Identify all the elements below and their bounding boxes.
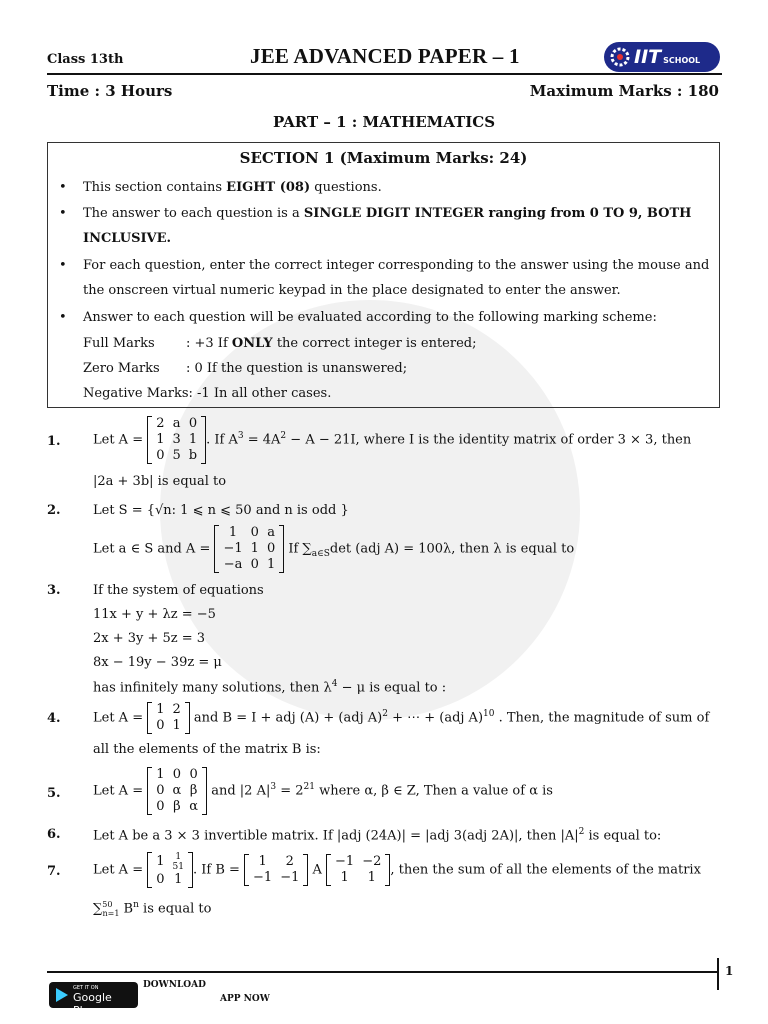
- bullet-icon: •: [59, 180, 67, 195]
- equation: 11x + y + λz = −5: [93, 607, 216, 622]
- question-number: 6.: [47, 827, 61, 842]
- question-2: Let a ∈ S and A = 1 0 a −1 1 0 −a 0 1 If $\sum_{a\in S}\det$ (adj A) = 100λ, then λ is equal to: [93, 525, 575, 572]
- question-number: 2.: [47, 503, 61, 518]
- marking-zero: Zero Marks: [83, 361, 160, 376]
- question-1: Let A = 2 a 0 1 3 1 0 5 b . If $A^3 = 4A^2 - A - 21I$, where I is the identity matrix of order 3 × 3, then: [93, 416, 692, 463]
- logo-sub: SCHOOL: [663, 55, 701, 65]
- marking-full-text: : +3 If ONLY the correct integer is entered;: [186, 336, 477, 351]
- question-number: 5.: [47, 786, 61, 801]
- matrix: 2 a 0 1 3 1 0 5 b: [147, 416, 206, 464]
- iit-school-logo: [604, 42, 720, 72]
- question-4-line2: all the elements of the matrix B is:: [93, 742, 321, 757]
- bullet-icon: •: [59, 310, 67, 325]
- equation: 8x − 19y − 39z = μ: [93, 655, 222, 670]
- section-instructions: [47, 142, 720, 408]
- question-7-line2: ∑$^{50}_{n=1}$ $B^n$ is equal to: [93, 900, 212, 918]
- question-2-line1: Let S = {√n: 1 ⩽ n ⩽ 50 and n is odd }: [93, 503, 349, 518]
- matrix: 1 1 51 0 1: [147, 852, 193, 888]
- class-label: Class 13th: [47, 52, 124, 67]
- equation: 2x + 3y + 5z = 3: [93, 631, 206, 646]
- matrix: 1 2 −1 −1: [244, 854, 308, 886]
- bullet-item: • This section contains EIGHT (08) questions.: [83, 175, 382, 200]
- question-7: Let A = 1 1 51 0 1 . If B = 1 2 −1 −1 A −1 −2 1 1 , then the sum of all the elements of the matrix: [93, 852, 701, 887]
- matrix: 1 0 0 0 α β 0 β α: [147, 767, 207, 815]
- footer-bar: [717, 958, 719, 990]
- google-play-badge[interactable]: GET IT ON Google Play: [49, 982, 138, 1008]
- question-number: 7.: [47, 864, 61, 879]
- marking-zero-text: : 0 If the question is unanswered;: [186, 361, 408, 376]
- question-3-line1: If the system of equations: [93, 583, 264, 598]
- question-6: Let A be a 3 × 3 invertible matrix. If |adj (24A)| = |adj 3(adj 2A)|, then $|A|^2$ is equal to:: [93, 827, 662, 844]
- matrix: −1 −2 1 1: [326, 854, 390, 886]
- question-number: 4.: [47, 711, 61, 726]
- marking-negative: Negative Marks: -1 In all other cases.: [83, 386, 332, 401]
- section-title: SECTION 1 (Maximum Marks: 24): [239, 149, 528, 167]
- bullet-icon: •: [59, 206, 67, 221]
- footer-divider: [47, 971, 717, 973]
- paper-title: JEE ADVANCED PAPER – 1: [250, 44, 520, 68]
- max-marks-label: Maximum Marks : 180: [529, 82, 719, 100]
- bullet-icon: •: [59, 258, 67, 273]
- marking-full: Full Marks: [83, 336, 155, 351]
- question-1-line2: |2a + 3b| is equal to: [93, 474, 227, 489]
- time-label: Time : 3 Hours: [47, 82, 173, 100]
- matrix: 1 2 0 1: [147, 702, 190, 734]
- app-now-label: APP NOW: [220, 994, 270, 1004]
- play-icon: [56, 988, 68, 1002]
- bullet-item: • The answer to each question is a SINGLE DIGIT INTEGER ranging from 0 TO 9, BOTH INCLUSIVE.: [83, 201, 691, 251]
- bullet-item: • Answer to each question will be evaluated according to the following marking scheme:: [83, 305, 657, 330]
- page-number: 1: [725, 964, 734, 978]
- matrix: 1 0 a −1 1 0 −a 0 1: [214, 525, 284, 573]
- question-5: Let A = 1 0 0 0 α β 0 β α and |2 $A|^3 = 2^{21}$ where α, β ∈ Z, Then a value of α is: [93, 767, 553, 814]
- download-label: DOWNLOAD: [143, 980, 206, 990]
- question-number: 3.: [47, 583, 61, 598]
- gear-icon: [608, 45, 632, 69]
- bullet-item: • For each question, enter the correct integer corresponding to the answer using the mouse and the onscreen virtual numeric keypad in the place designated to enter the answer.: [83, 253, 709, 303]
- question-4: Let A = 1 2 0 1 and B = I + adj (A) + (adj A)$^2$ + ⋯ + (adj A)$^{10}$ . Then, the magnitude of sum of: [93, 702, 710, 733]
- logo-brand: IIT: [634, 46, 662, 68]
- part-heading: PART – 1 : MATHEMATICS: [272, 113, 496, 131]
- question-number: 1.: [47, 434, 61, 449]
- question-3-line5: has infinitely many solutions, then $\lambda^4 - \mu$ is equal to :: [93, 679, 447, 696]
- header-divider: [47, 73, 722, 75]
